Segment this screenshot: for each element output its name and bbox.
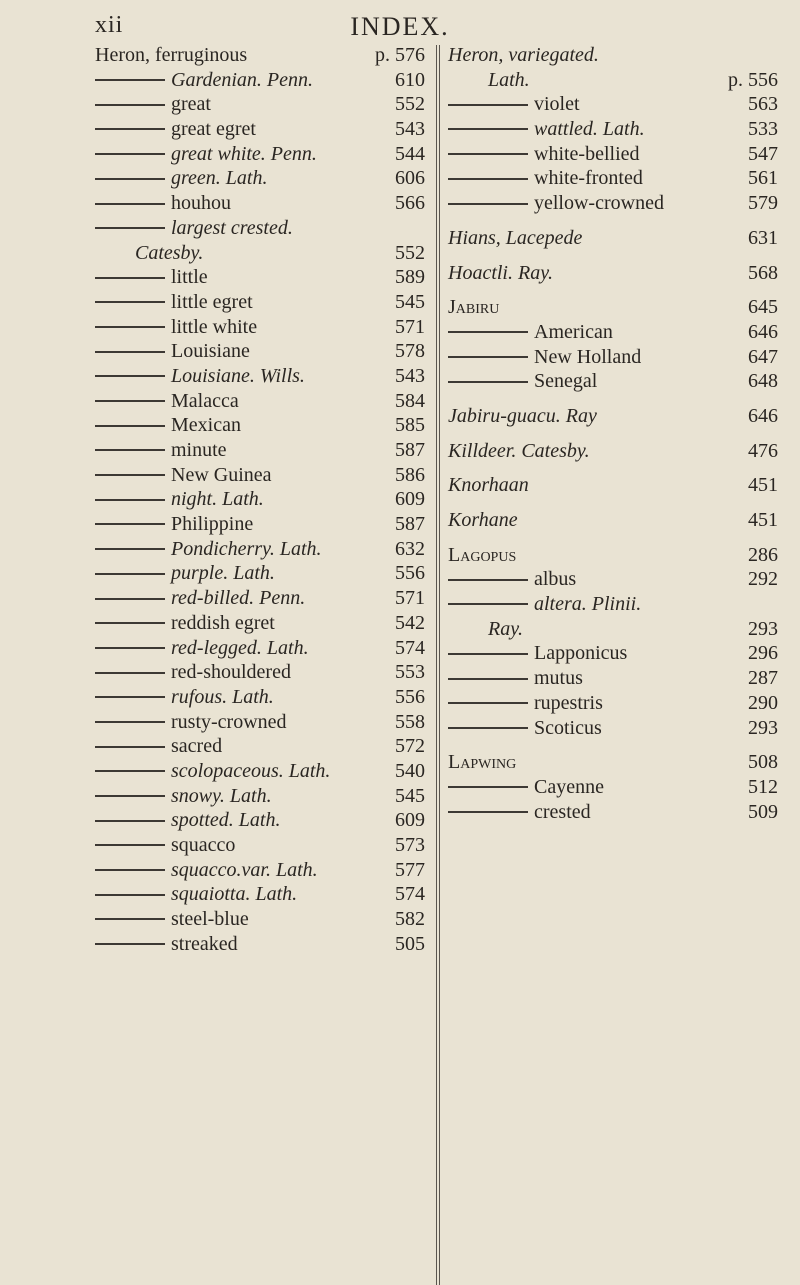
entry-term: squacco.var. Lath. — [171, 858, 318, 881]
entry-term: Philippine — [171, 513, 254, 536]
entry-term: houhou — [171, 192, 231, 215]
index-entry — [95, 858, 425, 883]
index-entry — [95, 364, 425, 389]
entry-term: scolopaceous. Lath. — [171, 759, 331, 782]
entry-term: violet — [534, 93, 580, 116]
entry-page: 542 — [395, 611, 425, 634]
entry-page: 586 — [395, 463, 425, 486]
ditto-dash — [95, 918, 165, 920]
entry-page: 571 — [395, 587, 425, 610]
ditto-dash — [95, 277, 165, 279]
index-entry — [448, 43, 778, 68]
entry-term: Knorhaan — [448, 474, 529, 497]
index-entry — [95, 710, 425, 735]
entry-page: 566 — [395, 192, 425, 215]
entry-term: rusty-crowned — [171, 710, 287, 733]
entry-term: Killdeer. Catesby. — [448, 439, 590, 462]
right-index-column — [448, 43, 778, 824]
entry-page: p. 556 — [728, 68, 778, 91]
entry-page: 552 — [395, 93, 425, 116]
ditto-dash — [95, 647, 165, 649]
index-entry — [95, 92, 425, 117]
entry-page: 296 — [748, 642, 778, 665]
entry-term: American — [534, 320, 613, 343]
entry-term: little — [171, 266, 208, 289]
entry-page: 587 — [395, 439, 425, 461]
ditto-dash — [95, 178, 165, 180]
entry-page: 631 — [748, 226, 778, 249]
entry-term: largest crested. — [171, 216, 293, 239]
entry-page: 558 — [395, 710, 425, 733]
entry-term: streaked — [171, 932, 238, 955]
left-index-column — [95, 43, 425, 956]
entry-page: 505 — [395, 932, 425, 955]
entry-page: 451 — [748, 474, 778, 497]
entry-term: night. Lath. — [171, 488, 264, 511]
ditto-dash — [448, 603, 528, 605]
ditto-dash — [95, 79, 165, 81]
entry-page: 553 — [395, 661, 425, 684]
entry-page: 610 — [395, 68, 425, 91]
index-entry — [448, 345, 778, 370]
entry-term: Lagopus — [448, 543, 517, 566]
entry-term: Mexican — [171, 414, 241, 437]
index-entry — [448, 716, 778, 741]
index-entry — [95, 636, 425, 661]
index-entry — [95, 932, 425, 957]
entry-term: wattled. Lath. — [534, 118, 645, 141]
index-entry — [448, 800, 778, 825]
index-entry — [95, 882, 425, 907]
ditto-dash — [95, 153, 165, 155]
entry-page: 476 — [748, 439, 778, 462]
entry-term: mutus — [534, 667, 583, 690]
ditto-dash — [95, 548, 165, 550]
index-entry — [448, 641, 778, 666]
entry-term: yellow-crowned — [534, 192, 664, 215]
entry-page: 533 — [748, 118, 778, 141]
ditto-dash — [95, 449, 165, 451]
entry-term: squaiotta. Lath. — [171, 883, 298, 906]
entry-term: Heron, variegated. — [448, 44, 599, 66]
ditto-dash — [448, 331, 528, 333]
entry-page: 545 — [395, 290, 425, 313]
entry-term: great — [171, 93, 211, 116]
ditto-dash — [448, 153, 528, 155]
index-entry — [448, 439, 778, 464]
index-entry — [95, 265, 425, 290]
entry-term: Malacca — [171, 389, 239, 412]
entry-term: squacco — [171, 834, 236, 856]
index-entry — [448, 261, 778, 286]
entry-page: 287 — [748, 667, 778, 690]
entry-page: 568 — [748, 261, 778, 284]
entry-page: 577 — [395, 858, 425, 881]
index-entry — [95, 685, 425, 710]
index-entry — [448, 750, 778, 775]
ditto-dash — [95, 795, 165, 797]
ditto-dash — [448, 128, 528, 130]
ditto-dash — [448, 178, 528, 180]
index-entry — [95, 660, 425, 685]
entry-page: 552 — [395, 241, 425, 264]
entry-page: 292 — [748, 568, 778, 591]
ditto-dash — [95, 943, 165, 945]
entry-page: 545 — [395, 784, 425, 807]
entry-page: 579 — [748, 192, 778, 215]
entry-term: albus — [534, 568, 577, 591]
ditto-dash — [95, 104, 165, 106]
index-entry — [95, 808, 425, 833]
index-entry — [448, 320, 778, 345]
page-number: xii — [95, 12, 124, 38]
index-entry — [95, 463, 425, 488]
ditto-dash — [448, 811, 528, 813]
entry-page: 556 — [395, 562, 425, 585]
entry-term: purple. Lath. — [171, 562, 275, 585]
index-entry — [448, 369, 778, 394]
ditto-dash — [95, 523, 165, 525]
entry-page: 648 — [748, 370, 778, 393]
entry-term: crested — [534, 800, 591, 823]
index-entry — [448, 166, 778, 191]
index-entry — [448, 295, 778, 320]
entry-page: 556 — [395, 685, 425, 708]
index-entry — [95, 561, 425, 586]
entry-term: Jabiru — [448, 296, 500, 319]
entry-page: 585 — [395, 414, 425, 437]
ditto-dash — [95, 227, 165, 229]
entry-term: little white — [171, 315, 258, 338]
ditto-dash — [448, 203, 528, 205]
index-entry — [95, 438, 425, 463]
entry-page: 574 — [395, 883, 425, 906]
entry-page: 578 — [395, 340, 425, 363]
entry-page: 574 — [395, 636, 425, 659]
index-entry — [95, 68, 425, 93]
entry-page: 544 — [395, 142, 425, 165]
ditto-dash — [95, 375, 165, 377]
index-entry — [448, 666, 778, 691]
entry-term: reddish egret — [171, 611, 275, 634]
index-entry — [95, 315, 425, 340]
index-entry — [95, 339, 425, 364]
index-entry — [448, 775, 778, 800]
entry-term: Senegal — [534, 370, 598, 393]
entry-term: Lapwing — [448, 751, 517, 774]
ditto-dash — [95, 696, 165, 698]
index-entry — [95, 389, 425, 414]
index-entry — [95, 241, 425, 266]
entry-page: p. 576 — [375, 44, 425, 66]
ditto-dash — [95, 128, 165, 130]
entry-page: 543 — [395, 364, 425, 387]
ditto-dash — [95, 598, 165, 600]
ditto-dash — [95, 894, 165, 896]
index-entry — [448, 592, 778, 617]
entry-term: minute — [171, 439, 227, 461]
entry-term: Pondicherry. Lath. — [171, 537, 322, 560]
entry-page: 547 — [748, 142, 778, 165]
entry-page: 647 — [748, 345, 778, 368]
index-entry — [448, 473, 778, 498]
entry-page: 293 — [748, 617, 778, 640]
index-entry — [95, 413, 425, 438]
ditto-dash — [95, 573, 165, 575]
ditto-dash — [448, 702, 528, 704]
entry-page: 606 — [395, 167, 425, 190]
entry-term: sacred — [171, 735, 223, 758]
index-entry — [95, 43, 425, 68]
entry-term: Heron, ferruginous — [95, 44, 248, 66]
entry-page: 571 — [395, 315, 425, 338]
entry-term: Catesby. — [135, 241, 204, 264]
entry-term: Cayenne — [534, 775, 604, 798]
index-entry — [448, 567, 778, 592]
entry-page: 609 — [395, 809, 425, 832]
ditto-dash — [95, 869, 165, 871]
ditto-dash — [95, 844, 165, 846]
page-header — [0, 12, 800, 42]
entry-term: red-legged. Lath. — [171, 636, 309, 659]
index-entry — [95, 290, 425, 315]
ditto-dash — [95, 499, 165, 501]
index-entry — [448, 142, 778, 167]
index-entry — [95, 586, 425, 611]
ditto-dash — [95, 721, 165, 723]
ditto-dash — [95, 770, 165, 772]
page-title: INDEX. — [350, 12, 450, 41]
entry-page: 587 — [395, 513, 425, 536]
column-divider — [436, 45, 440, 1285]
entry-term: steel-blue — [171, 908, 249, 931]
ditto-dash — [448, 653, 528, 655]
entry-term: Lapponicus — [534, 642, 628, 665]
entry-term: Gardenian. Penn. — [171, 68, 314, 91]
entry-term: New Holland — [534, 345, 642, 368]
ditto-dash — [95, 203, 165, 205]
entry-term: little egret — [171, 290, 253, 313]
entry-page: 293 — [748, 716, 778, 739]
ditto-dash — [95, 672, 165, 674]
ditto-dash — [448, 104, 528, 106]
entry-page: 584 — [395, 389, 425, 412]
ditto-dash — [95, 301, 165, 303]
entry-term: snowy. Lath. — [171, 784, 272, 807]
entry-term: Jabiru-guacu. Ray — [448, 404, 597, 427]
entry-page: 512 — [748, 775, 778, 798]
ditto-dash — [95, 326, 165, 328]
entry-term: white-fronted — [534, 167, 643, 190]
index-entry — [95, 191, 425, 216]
index-entry — [448, 117, 778, 142]
index-entry — [95, 759, 425, 784]
entry-term: white-bellied — [534, 142, 640, 165]
entry-page: 645 — [748, 296, 778, 319]
index-entry — [95, 537, 425, 562]
ditto-dash — [448, 381, 528, 383]
entry-page: 632 — [395, 537, 425, 560]
index-entry — [95, 166, 425, 191]
entry-term: Ray. — [488, 617, 523, 640]
entry-term: Louisiane — [171, 340, 250, 363]
entry-term: rufous. Lath. — [171, 685, 274, 708]
entry-term: Lath. — [488, 68, 530, 91]
ditto-dash — [95, 820, 165, 822]
ditto-dash — [448, 678, 528, 680]
index-entry — [95, 833, 425, 858]
ditto-dash — [448, 727, 528, 729]
index-entry — [448, 226, 778, 251]
ditto-dash — [95, 425, 165, 427]
ditto-dash — [95, 622, 165, 624]
entry-term: rupestris — [534, 691, 603, 714]
entry-page: 543 — [395, 118, 425, 141]
index-entry — [95, 487, 425, 512]
entry-page: 609 — [395, 488, 425, 511]
entry-page: 451 — [748, 509, 778, 531]
entry-page: 561 — [748, 167, 778, 190]
index-entry — [95, 611, 425, 636]
index-entry — [448, 617, 778, 642]
ditto-dash — [448, 579, 528, 581]
index-entry — [95, 907, 425, 932]
index-entry — [95, 142, 425, 167]
index-entry — [448, 691, 778, 716]
entry-page: 573 — [395, 834, 425, 856]
index-entry — [448, 92, 778, 117]
entry-term: red-billed. Penn. — [171, 587, 306, 610]
entry-page: 589 — [395, 266, 425, 289]
index-entry — [95, 117, 425, 142]
entry-term: Scoticus — [534, 716, 602, 739]
ditto-dash — [448, 786, 528, 788]
index-entry — [95, 784, 425, 809]
entry-term: spotted. Lath. — [171, 809, 281, 832]
entry-page: 290 — [748, 691, 778, 714]
index-entry — [448, 404, 778, 429]
entry-page: 563 — [748, 93, 778, 116]
index-entry — [95, 734, 425, 759]
ditto-dash — [448, 356, 528, 358]
ditto-dash — [95, 400, 165, 402]
entry-page: 646 — [748, 320, 778, 343]
entry-page: 509 — [748, 800, 778, 823]
entry-term: Hians, Lacepede — [448, 226, 583, 249]
index-entry — [95, 512, 425, 537]
entry-page: 572 — [395, 735, 425, 758]
index-entry — [95, 216, 425, 241]
entry-term: Hoactli. Ray. — [448, 261, 553, 284]
entry-page: 286 — [748, 543, 778, 566]
entry-term: Korhane — [448, 509, 518, 531]
entry-term: New Guinea — [171, 463, 272, 486]
index-entry — [448, 543, 778, 568]
entry-page: 540 — [395, 759, 425, 782]
entry-term: great white. Penn. — [171, 142, 317, 165]
index-entry — [448, 191, 778, 216]
ditto-dash — [95, 746, 165, 748]
entry-term: Louisiane. Wills. — [171, 364, 305, 387]
ditto-dash — [95, 474, 165, 476]
entry-page: 508 — [748, 751, 778, 774]
entry-term: altera. Plinii. — [534, 593, 642, 616]
entry-page: 646 — [748, 404, 778, 427]
entry-term: red-shouldered — [171, 661, 291, 684]
index-entry — [448, 68, 778, 93]
ditto-dash — [95, 351, 165, 353]
index-entry — [448, 508, 778, 533]
entry-term: great egret — [171, 118, 256, 141]
entry-term: green. Lath. — [171, 167, 268, 190]
entry-page: 582 — [395, 908, 425, 931]
